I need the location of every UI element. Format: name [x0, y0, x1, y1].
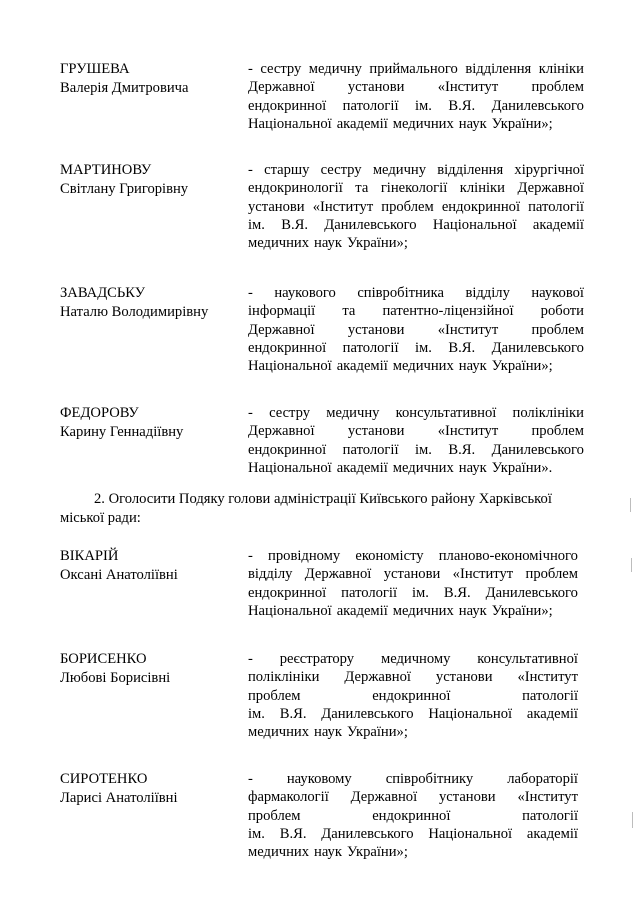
description-line: [248, 321, 584, 339]
description-line: [248, 584, 578, 602]
person-surname: БОРИСЕНКО: [60, 651, 147, 667]
description-line: [248, 357, 584, 375]
description-word: патології: [342, 97, 399, 114]
person-name: [60, 650, 240, 687]
description-word: консультативної: [477, 651, 578, 667]
description-word: України»;: [491, 358, 553, 375]
description-word: України»;: [491, 115, 553, 132]
description-word: Національної: [432, 216, 517, 233]
description-line: [248, 565, 578, 583]
person-description: [248, 284, 584, 375]
person-surname: СИРОТЕНКО: [60, 771, 148, 787]
description-word: України»;: [491, 602, 553, 619]
description-word: відділення: [437, 162, 504, 178]
description-word: академії: [532, 216, 584, 233]
person-name: [60, 161, 240, 198]
description-word: Данилевського: [321, 705, 414, 722]
description-word: Національної: [248, 602, 332, 619]
description-word: В.Я.: [281, 216, 308, 233]
description-word: академії: [336, 602, 388, 619]
description-word: Національної: [428, 705, 513, 722]
paragraph-line: міської ради:: [60, 509, 141, 526]
description-word: сестру: [260, 61, 302, 77]
description-word: та: [342, 303, 356, 320]
description-word: установи: [347, 423, 405, 440]
description-word: клініки: [538, 61, 584, 77]
description-word: наукового: [274, 285, 336, 301]
person-description: [248, 547, 578, 620]
person-surname: ЗАВАДСЬКУ: [60, 285, 146, 301]
description-word: реєстратору: [279, 651, 355, 667]
description-word: проблем: [248, 807, 301, 824]
description-line: [248, 422, 584, 440]
description-word: Данилевського: [324, 216, 417, 233]
description-word: фармакології: [248, 789, 329, 806]
description-line: [248, 441, 584, 459]
description-word: медичну: [326, 405, 380, 421]
description-word: приймального: [369, 61, 458, 77]
description-word: сестру: [320, 162, 362, 178]
description-word: Державної: [248, 321, 315, 338]
description-word: проблем: [531, 423, 584, 440]
description-word: медичну: [308, 61, 362, 77]
person-name: [60, 770, 240, 807]
description-word: Державної: [248, 423, 315, 440]
description-word: В.Я.: [448, 97, 476, 114]
description-line: [248, 404, 584, 422]
description-word: медичних: [392, 358, 454, 375]
description-line: [248, 216, 584, 234]
description-word: Данилевського: [321, 825, 414, 842]
description-line: [248, 302, 584, 320]
description-word: Данилевського: [491, 441, 584, 458]
description-word: відділу: [465, 285, 510, 301]
description-word: сестру: [269, 405, 311, 421]
description-word: консультативної: [395, 405, 497, 421]
description-line: [248, 284, 584, 302]
description-word: ендокринної: [248, 339, 327, 356]
description-word: установи: [347, 321, 405, 338]
description-word: України»;: [346, 844, 408, 861]
description-line: [248, 339, 584, 357]
description-word: Національної: [248, 358, 332, 375]
description-word: ендокринної: [248, 441, 327, 458]
description-word: Національної: [248, 115, 332, 132]
description-word: проблем: [531, 321, 584, 338]
person-name: [60, 284, 240, 321]
description-word: наук: [314, 235, 342, 252]
description-word: ім.: [415, 339, 432, 356]
description-word: патології: [522, 687, 578, 704]
description-word: клініки: [459, 180, 505, 197]
person-name: [60, 404, 240, 441]
description-word: медичних: [248, 724, 310, 741]
description-word: Державної: [350, 789, 418, 806]
description-word: академії: [526, 705, 578, 722]
description-word: «Інститут: [517, 789, 578, 806]
person-given-name: Любові Борисівні: [60, 669, 171, 686]
description-word: співробітника: [357, 285, 444, 301]
description-word: ендокринної: [372, 807, 451, 824]
description-word: установи: [347, 79, 405, 96]
description-word: лабораторії: [507, 771, 578, 787]
description-word: ендокринної: [441, 198, 521, 215]
scan-edge-mark: [632, 812, 633, 828]
description-word: ім.: [415, 441, 432, 458]
description-word: «Інститут: [312, 198, 374, 215]
scan-edge-mark: [631, 558, 632, 572]
description-line: [248, 668, 578, 686]
description-word: проблем: [248, 687, 301, 704]
person-name: [60, 60, 240, 97]
description-word: Данилевського: [491, 97, 584, 114]
description-word: Державної: [304, 566, 372, 583]
description-word: відділу: [248, 566, 293, 583]
description-word: поліклініки: [248, 669, 320, 686]
description-word: ендокринної: [372, 687, 451, 704]
person-given-name: Оксані Анатоліївні: [60, 566, 178, 583]
description-word: Національної: [248, 459, 332, 476]
description-word: академії: [336, 459, 388, 476]
description-word: наук: [458, 115, 487, 132]
description-word: ім.: [412, 584, 429, 601]
description-word: старшу: [264, 162, 310, 178]
description-line: [248, 807, 578, 825]
description-word: ім.: [415, 97, 432, 114]
description-word: наук: [458, 358, 487, 375]
person-name: [60, 547, 240, 584]
description-line: [248, 687, 578, 705]
description-word: наук: [458, 459, 487, 476]
description-word: проблем: [525, 566, 578, 583]
description-word: ендокринології: [248, 180, 343, 197]
description-word: В.Я.: [443, 584, 471, 601]
person-description: [248, 650, 578, 741]
description-word: «Інститут: [517, 669, 578, 686]
description-word: патології: [522, 807, 578, 824]
description-line: [248, 115, 584, 133]
person-surname: ГРУШЕВА: [60, 61, 130, 77]
person-given-name: Валерія Дмитровича: [60, 79, 189, 96]
description-word: В.Я.: [448, 441, 476, 458]
description-word: відділення: [465, 61, 532, 77]
description-word: Національної: [428, 825, 513, 842]
description-word: -: [248, 771, 253, 787]
description-word: Державної: [248, 79, 315, 96]
description-word: науковому: [286, 771, 352, 787]
person-surname: ВІКАРІЙ: [60, 548, 119, 564]
description-word: планово-економічного: [438, 548, 578, 564]
description-word: академії: [526, 825, 578, 842]
description-word: ім.: [248, 705, 265, 722]
description-word: проблем: [381, 198, 434, 215]
description-word: установи: [248, 198, 305, 215]
description-word: патології: [341, 584, 398, 601]
description-word: проблем: [531, 79, 584, 96]
description-word: роботи: [540, 303, 584, 320]
description-word: -: [248, 548, 253, 564]
person-given-name: Наталю Володимирівну: [60, 303, 209, 320]
description-word: ім.: [248, 216, 265, 233]
description-word: медичну: [372, 162, 427, 178]
person-surname: МАРТИНОВУ: [60, 162, 152, 178]
description-word: ендокринної: [248, 584, 327, 601]
description-line: [248, 788, 578, 806]
person-description: [248, 60, 584, 133]
description-word: Державної: [517, 180, 584, 197]
description-word: гінекології: [380, 180, 448, 197]
description-word: установи: [383, 566, 441, 583]
description-word: наукової: [531, 285, 584, 301]
description-word: хірургічної: [514, 162, 584, 178]
description-word: наук: [458, 602, 487, 619]
description-line: [248, 161, 584, 179]
description-line: [248, 602, 578, 620]
description-word: патології: [342, 339, 399, 356]
description-line: [248, 78, 584, 96]
description-word: Данилевського: [485, 584, 578, 601]
person-description: [248, 161, 584, 252]
description-line: [248, 97, 584, 115]
description-line: [248, 179, 584, 197]
description-word: академії: [336, 358, 388, 375]
scan-edge-mark: [630, 498, 631, 512]
description-word: медичних: [392, 602, 454, 619]
description-word: В.Я.: [279, 825, 307, 842]
description-word: ім.: [248, 825, 265, 842]
description-word: Данилевського: [491, 339, 584, 356]
description-word: -: [248, 61, 253, 77]
description-word: наук: [314, 844, 342, 861]
description-word: «Інститут: [437, 321, 499, 338]
paragraph-line: 2. Оголосити Подяку голови адміністрації Київського району Харківської: [94, 491, 552, 507]
description-word: академії: [336, 115, 388, 132]
description-word: -: [248, 285, 253, 301]
description-line: [248, 60, 584, 78]
description-word: В.Я.: [279, 705, 307, 722]
person-given-name: Ларисі Анатоліївні: [60, 789, 178, 806]
description-word: медичному: [380, 651, 451, 667]
description-word: ендокринної: [248, 97, 327, 114]
description-line: [248, 770, 578, 788]
description-line: [248, 234, 584, 252]
person-surname: ФЕДОРОВУ: [60, 405, 139, 421]
description-word: України»;: [346, 724, 408, 741]
description-word: медичних: [248, 235, 310, 252]
description-line: [248, 705, 578, 723]
person-given-name: Карину Геннадіївну: [60, 423, 184, 440]
description-word: -: [248, 651, 253, 667]
description-word: медичних: [392, 115, 454, 132]
description-word: -: [248, 162, 253, 178]
person-given-name: Світлану Григорівну: [60, 180, 189, 197]
description-word: та: [355, 180, 369, 197]
description-word: України».: [491, 459, 553, 476]
description-word: -: [248, 405, 253, 421]
description-word: економісту: [355, 548, 424, 564]
description-line: [248, 198, 584, 216]
description-word: медичних: [392, 459, 454, 476]
description-line: [248, 723, 578, 741]
description-word: інформації: [248, 303, 316, 320]
description-word: установи: [439, 789, 496, 806]
description-word: наук: [314, 724, 342, 741]
description-line: [248, 547, 578, 565]
person-description: [248, 770, 578, 861]
description-line: [248, 650, 578, 668]
description-word: В.Я.: [448, 339, 476, 356]
description-line: [248, 459, 584, 477]
description-word: провідному: [268, 548, 341, 564]
description-word: співробітнику: [385, 771, 474, 787]
description-word: патентно-ліцензійної: [382, 303, 514, 320]
numbered-paragraph: [60, 490, 576, 527]
description-word: «Інститут: [437, 423, 499, 440]
description-word: поліклініки: [512, 405, 584, 421]
description-word: патології: [528, 198, 584, 215]
person-description: [248, 404, 584, 477]
description-word: Державної: [344, 669, 411, 686]
description-word: патології: [342, 441, 399, 458]
description-word: медичних: [248, 844, 310, 861]
description-word: установи: [435, 669, 493, 686]
description-word: України»;: [346, 235, 408, 252]
description-word: «Інститут: [437, 79, 499, 96]
description-line: [248, 843, 578, 861]
description-line: [248, 825, 578, 843]
description-word: «Інститут: [452, 566, 514, 583]
